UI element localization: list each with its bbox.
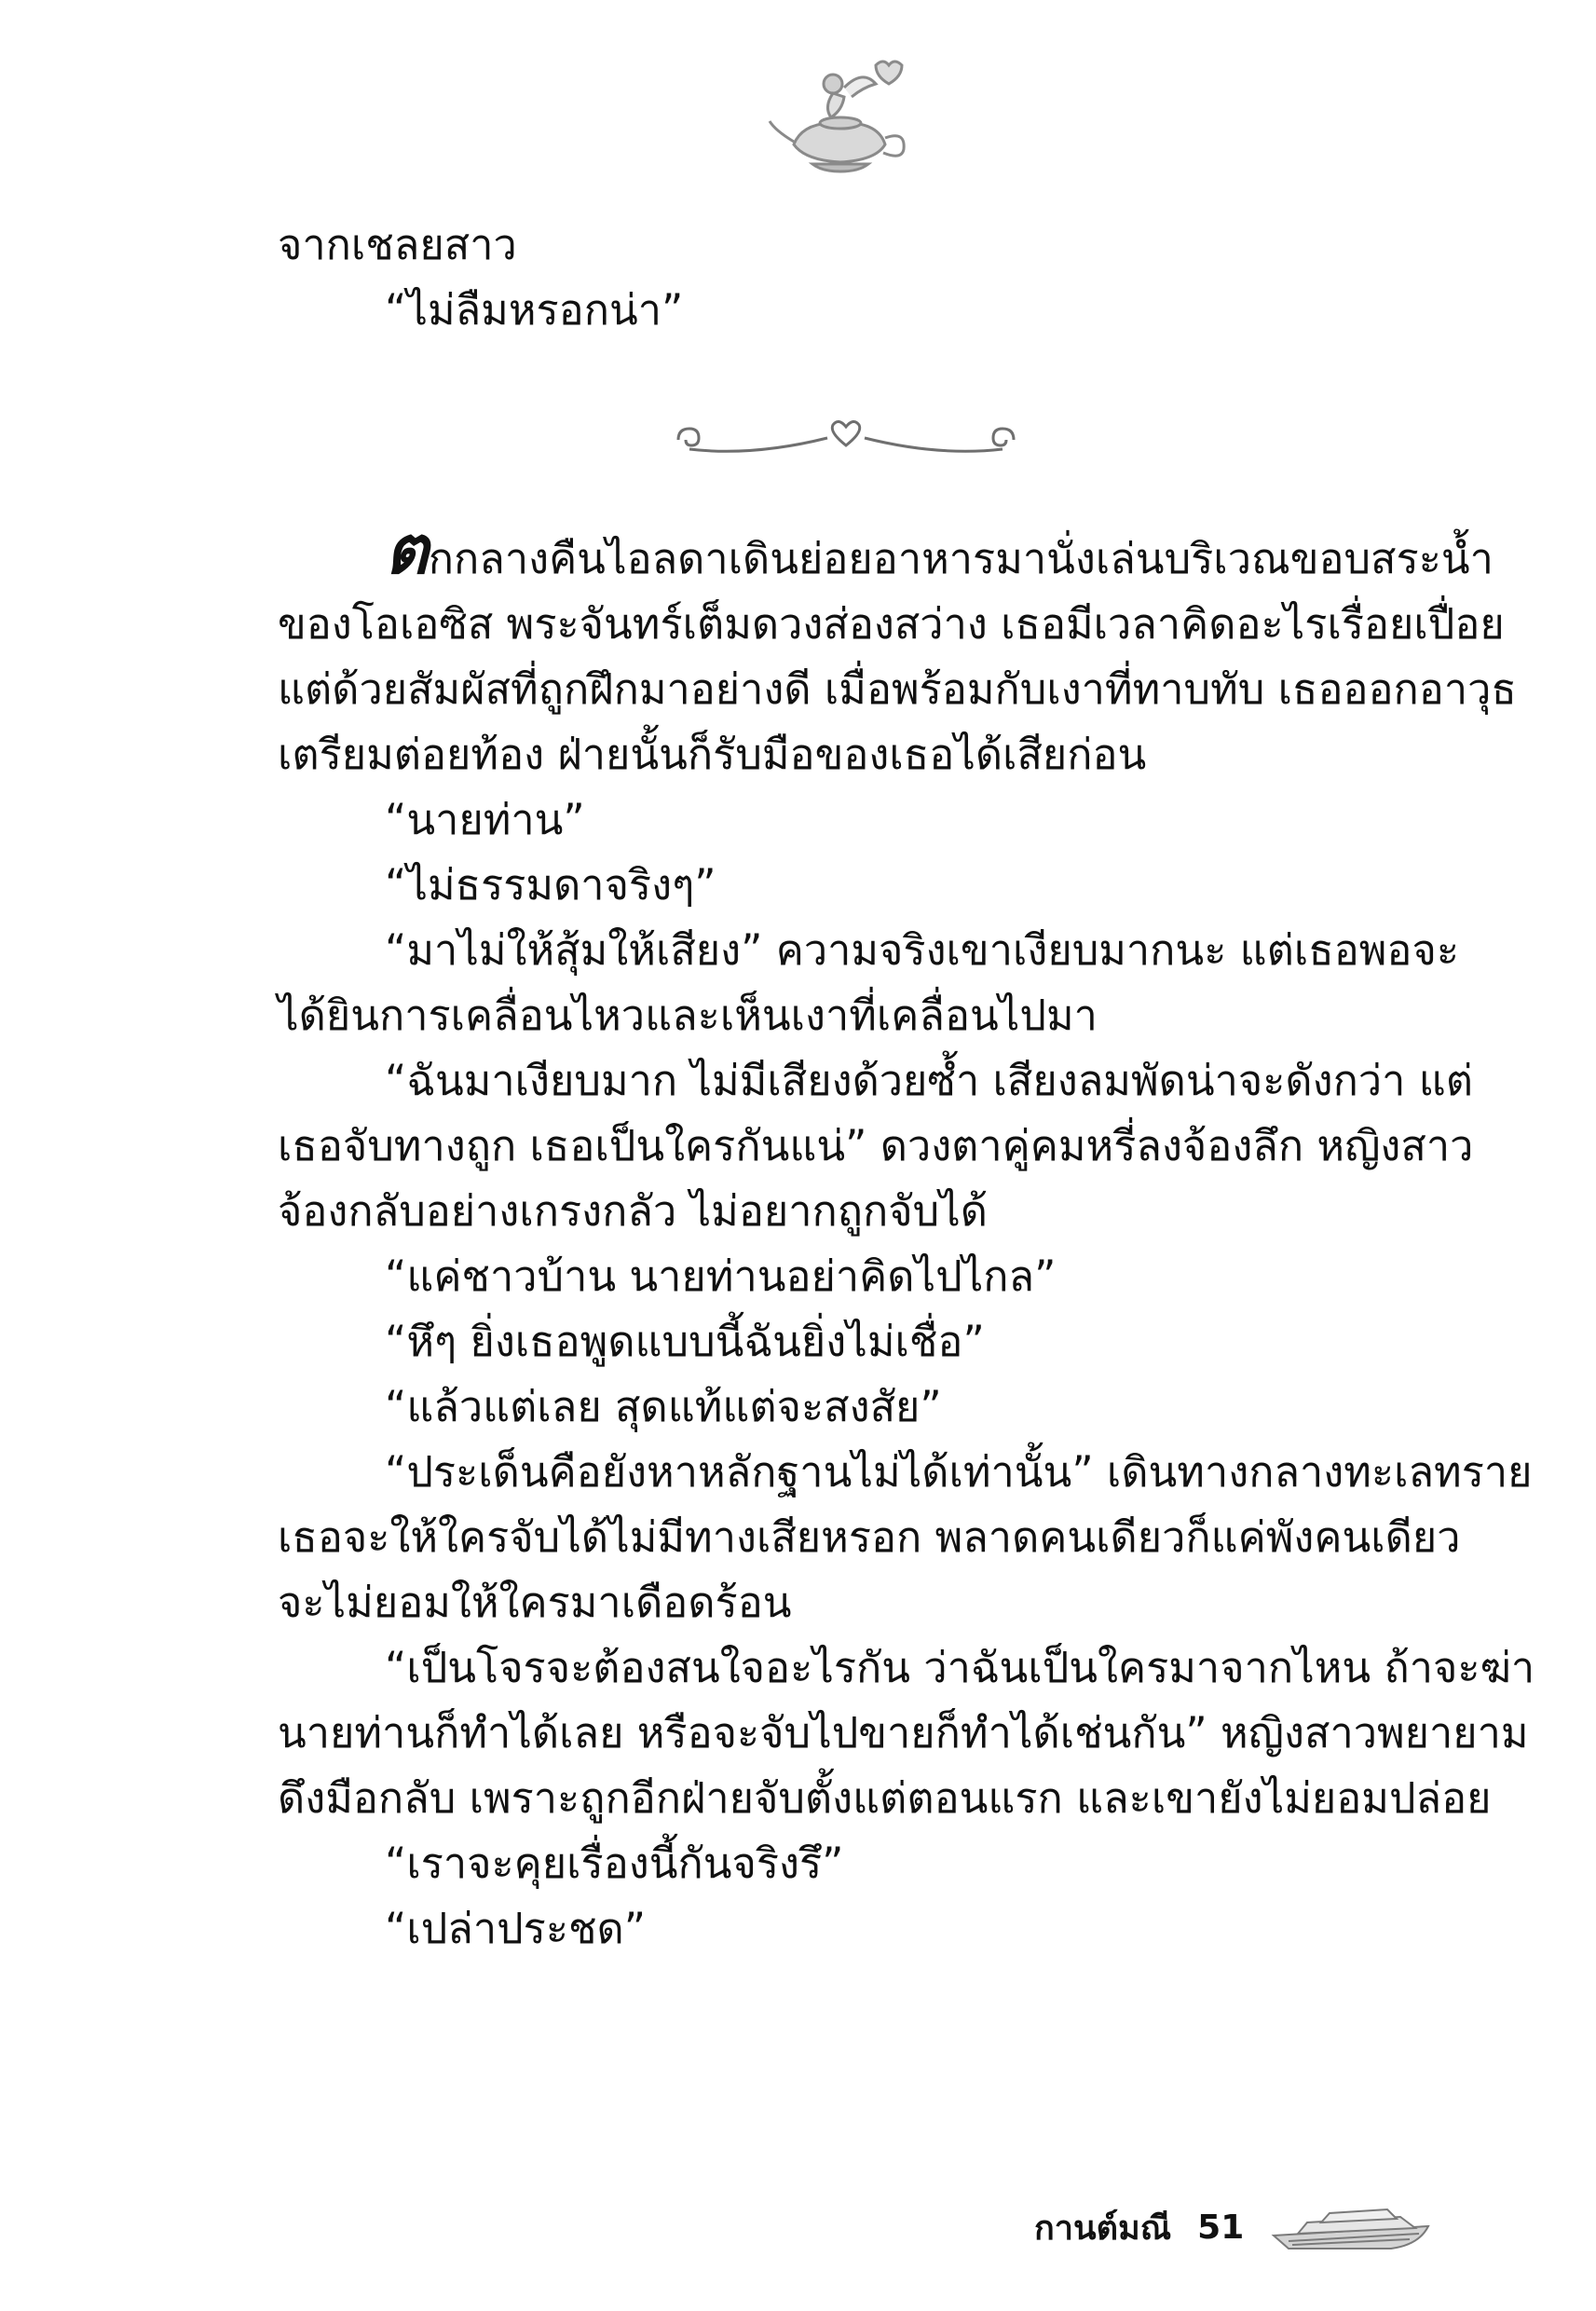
paragraph-line-first — [278, 511, 1494, 592]
paragraph-line: ได้ยินการเคลื่อนไหวและเห็นเงาที่เคลื่อนไปมา — [278, 991, 1098, 1040]
dialogue-line: “หึๆ ยิ่งเธอพูดแบบนี้ฉันยิ่งไม่เชื่อ” — [385, 1317, 985, 1366]
dialogue-line: “ฉันมาเงียบมาก ไม่มีเสียงด้วยซ้ำ เสียงลมพัดน่าจะดังกว่า แต่ — [385, 1056, 1473, 1105]
page-footer — [1034, 2190, 1438, 2264]
dialogue-line: “มาไม่ให้สุ้มให้เสียง” ความจริงเขาเงียบมากนะ แต่เธอพอจะ — [385, 925, 1459, 975]
drop-cap: ต — [385, 511, 429, 589]
heart-flourish-divider-icon — [669, 408, 1023, 464]
paragraph-line: ดึงมือกลับ เพราะถูกอีกฝ่ายจับตั้งแต่ตอนแรก และเขายังไม่ยอมปล่อย — [278, 1773, 1492, 1823]
intro-quote: “ไม่ลืมหรอกน่า” — [385, 285, 684, 335]
cruise-ship-icon — [1270, 2195, 1438, 2260]
intro-line: จากเชลยสาว — [278, 220, 517, 269]
dialogue-line: “เปล่าประชด” — [385, 1904, 647, 1953]
dialogue-line: “เป็นโจรจะต้องสนใจอะไรกัน ว่าฉันเป็นใครมาจากไหน ถ้าจะฆ่า — [385, 1643, 1535, 1692]
dialogue-line: “แล้วแต่เลย สุดแท้แต่จะสงสัย” — [385, 1382, 942, 1431]
dialogue-line: “ประเด็นคือยังหาหลักฐานไม่ได้เท่านั้น” เดินทางกลางทะเลทราย — [385, 1447, 1533, 1497]
paragraph-line: จะไม่ยอมให้ใครมาเดือดร้อน — [278, 1578, 792, 1627]
intro-text — [278, 212, 1411, 343]
paragraph-line: จ้องกลับอย่างเกรงกลัว ไม่อยากถูกจับได้ — [278, 1186, 989, 1236]
dialogue-line: “เราจะคุยเรื่องนี้กันจริงรึ” — [385, 1839, 844, 1888]
paragraph-line: เธอจะให้ใครจับได้ไม่มีทางเสียหรอก พลาดคนเดียวก็แค่พังคนเดียว — [278, 1512, 1461, 1562]
paragraph-line: นายท่านก็ทำได้เลย หรือจะจับไปขายก็ทำได้เช่นกัน” หญิงสาวพยายาม — [278, 1708, 1529, 1757]
body-text — [278, 511, 1535, 1962]
dialogue-line: “แค่ชาวบ้าน นายท่านอย่าคิดไปไกล” — [385, 1251, 1057, 1301]
teapot-ornament-icon — [766, 56, 915, 182]
paragraph-line: เธอจับทางถูก เธอเป็นใครกันแน่” ดวงตาคู่คมหรี่ลงจ้องลึก หญิงสาว — [278, 1121, 1474, 1170]
dialogue-line: “นายท่าน” — [385, 795, 585, 844]
paragraph-line: ของโอเอซิส พระจันทร์เต็มดวงส่องสว่าง เธอมีเวลาคิดอะไรเรื่อยเปื่อย — [278, 599, 1505, 649]
paragraph-line: เตรียมต่อยท้อง ฝ่ายนั้นก็รับมือของเธอได้เสียก่อน — [278, 730, 1147, 779]
page-number: 51 — [1197, 2208, 1245, 2247]
author-name: กานต์มณี — [1034, 2208, 1172, 2248]
paragraph-line: แต่ด้วยสัมผัสที่ถูกฝึกมาอย่างดี เมื่อพร้อมกับเงาที่ทาบทับ เธอออกอาวุธ — [278, 664, 1517, 714]
dialogue-line: “ไม่ธรรมดาจริงๆ” — [385, 860, 716, 909]
first-line-text: กกลางคืนไอลดาเดินย่อยอาหารมานั่งเล่นบริเวณขอบสระน้ำ — [428, 534, 1494, 583]
